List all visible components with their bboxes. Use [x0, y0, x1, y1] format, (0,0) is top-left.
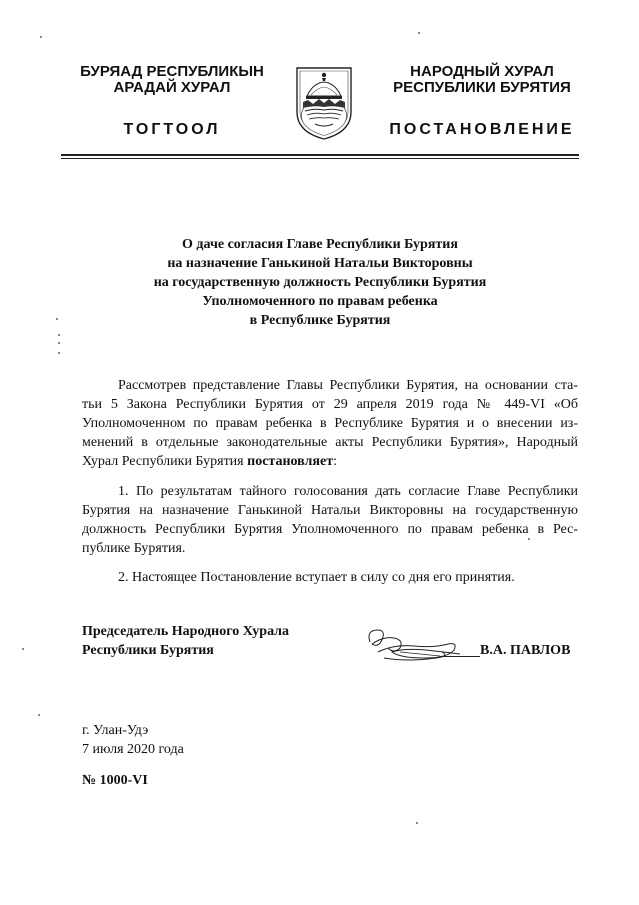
place-of-issue: г. Улан-Удэ: [82, 723, 149, 738]
header-right-org-line2: РЕСПУБЛИКИ БУРЯТИЯ: [393, 79, 571, 96]
item-1-line-2: Бурятия на назначение Ганькиной Натальи Викторовны на государственную: [82, 503, 578, 518]
item-2-paragraph: [82, 568, 578, 587]
preamble-paragraph: [82, 376, 578, 471]
signatory-name: В.А. ПАВЛОВ: [480, 643, 571, 658]
document-number: № 1000-VI: [82, 773, 148, 788]
title-line-1: О даче согласия Главе Республики Бурятия: [182, 237, 458, 252]
title-line-3: на государственную должность Республики Бурятия: [153, 275, 487, 290]
scan-speck: [58, 352, 60, 354]
header-left-org-line1: БУРЯАД РЕСПУБЛИКЫН: [80, 63, 264, 80]
header-divider-thin: [61, 158, 579, 159]
signatory-position-line1: Председатель Народного Хурала: [82, 624, 290, 639]
item-2-line: 2. Настоящее Постановление вступает в силу со дня его принятия.: [118, 570, 515, 585]
scan-speck: [40, 36, 42, 38]
signatory-position: [82, 622, 289, 660]
header-right-org-line1: НАРОДНЫЙ ХУРАЛ: [410, 63, 554, 80]
preamble-line-5: [82, 452, 578, 471]
header-divider-thick: [61, 154, 579, 156]
preamble-line-3: Уполномоченном по правам ребенка в Республике Бурятия и о внесении из-: [82, 416, 578, 431]
item-1-line-4: публике Бурятия.: [82, 541, 186, 556]
item-1-line-1: 1. По результатам тайного голосования дать согласие Главе Республики: [118, 484, 578, 499]
preamble-line-5-text: Хурал Республики Бурятия: [82, 454, 248, 469]
signature-icon: [364, 622, 464, 668]
scan-speck: [416, 822, 418, 824]
item-1-paragraph: [82, 482, 578, 558]
scan-speck: [528, 538, 530, 540]
scan-speck: [58, 334, 60, 336]
preamble-line-5-tail: :: [333, 454, 337, 469]
scan-speck: [418, 32, 420, 34]
signature-line: [440, 656, 480, 657]
preamble-line-1: Рассмотрев представление Главы Республики Бурятия, на основании ста-: [118, 378, 578, 393]
header-left-org-line2: АРАДАЙ ХУРАЛ: [113, 79, 231, 96]
header-left-org: [62, 64, 282, 96]
title-line-2: на назначение Ганькиной Натальи Викторовны: [167, 256, 473, 271]
item-1-line-3: должность Республики Бурятия Уполномоченного по правам ребенка в Рес-: [82, 522, 578, 537]
preamble-line-2: тьи 5 Закона Республики Бурятия от 29 апреля 2019 года № 449-VI «Об: [82, 397, 578, 412]
doc-type-left: ТОГТООЛ: [123, 121, 221, 138]
doc-type-right: ПОСТАНОВЛЕНИЕ: [389, 121, 575, 138]
signatory-position-line2: Республики Бурятия: [82, 643, 214, 658]
coat-of-arms-icon: [293, 62, 355, 142]
resolves-keyword: постановляет: [247, 454, 334, 469]
scan-speck: [38, 714, 40, 716]
document-title: [80, 235, 560, 330]
title-line-4: Уполномоченного по правам ребенка: [202, 294, 438, 309]
scan-speck: [58, 342, 60, 344]
scan-speck: [56, 318, 58, 320]
header-right-org: [376, 64, 588, 96]
title-line-5: в Республике Бурятия: [249, 313, 391, 328]
scan-speck: [22, 648, 24, 650]
date-of-issue: 7 июля 2020 года: [82, 742, 184, 757]
preamble-line-4: менений в отдельные законодательные акты Республики Бурятия», Народный: [82, 435, 578, 450]
